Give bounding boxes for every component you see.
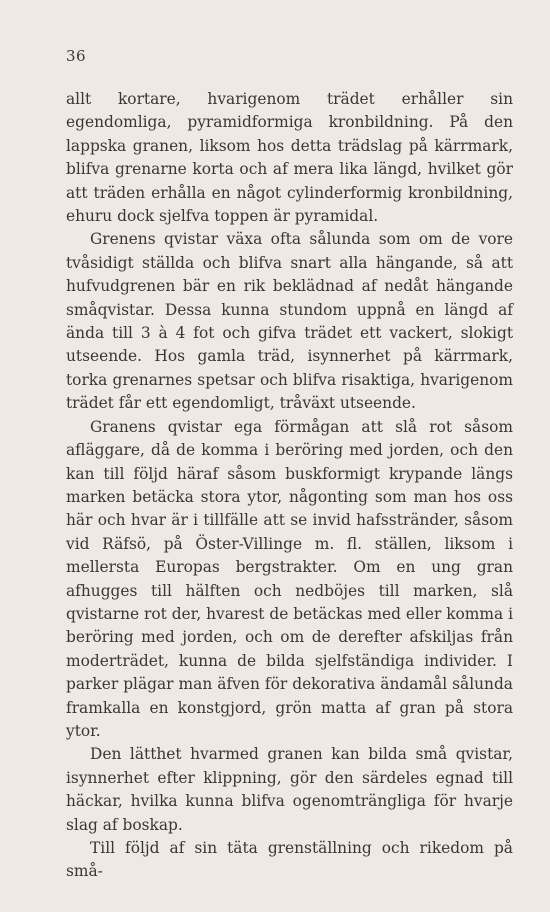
page-number: 36 — [66, 47, 87, 65]
paragraph-3: Granens qvistar ega förmågan att slå rot såsom afläggare, då de komma i beröring med jorden, och den kan till följd häraf såsom buskformigt krypande längs marken betäcka stora ytor, någonting som man hos oss här och hvar är i tillfälle att se invid hafsstränder, såsom vid Räfsö, på Öster-Villinge m. fl. ställen, liksom i mellersta Europas bergstrakter. Om en ung gran afhugges till hälften och nedböjes till marken, slå qvistarne rot der, hvarest de betäckas med eller komma i beröring med jorden, och om de derefter afskiljas från moderträdet, kunna de bilda sjelfständiga individer. I parker plägar man äfven för dekorativa ändamål sålunda framkalla en konstgjord, grön matta af gran på stora ytor. — [66, 417, 513, 740]
paragraph-1: allt kortare, hvarigenom trädet erhåller sin egendomliga, pyramidformiga kronbildning. På den lappska granen, liksom hos detta trädslag på kärrmark, blifva grenarne korta och af mera lika längd, hvilket gör att träden erhålla en något cylinderformig kronbildning, ehuru dock sjelfva toppen är pyramidal. — [66, 90, 513, 226]
body-text — [66, 88, 513, 884]
paragraph-5: Till följd af sin täta grenställning och rikedom på små- — [66, 839, 513, 881]
paragraph-2: Grenens qvistar växa ofta sålunda som om de vore tvåsidigt ställda och blifva snart alla hängande, så att hufvudgrenen bär en rik beklädnad af nedåt hängande småqvistar. Dessa kunna stundom uppnå en längd af ända till 3 à 4 fot och gifva trädet ett vackert, slokigt utseende. Hos gamla träd, isynnerhet på kärrmark, torka grenarnes spetsar och blifva risaktiga, hvarigenom trädet får ett egendomligt, tråväxt utseende. — [66, 230, 513, 413]
paragraph-4: Den lätthet hvarmed granen kan bilda små qvistar, isynnerhet efter klippning, gör den särdeles egnad till häckar, hvilka kunna blifva ogenomträngliga för hvarje slag af boskap. — [66, 745, 513, 834]
